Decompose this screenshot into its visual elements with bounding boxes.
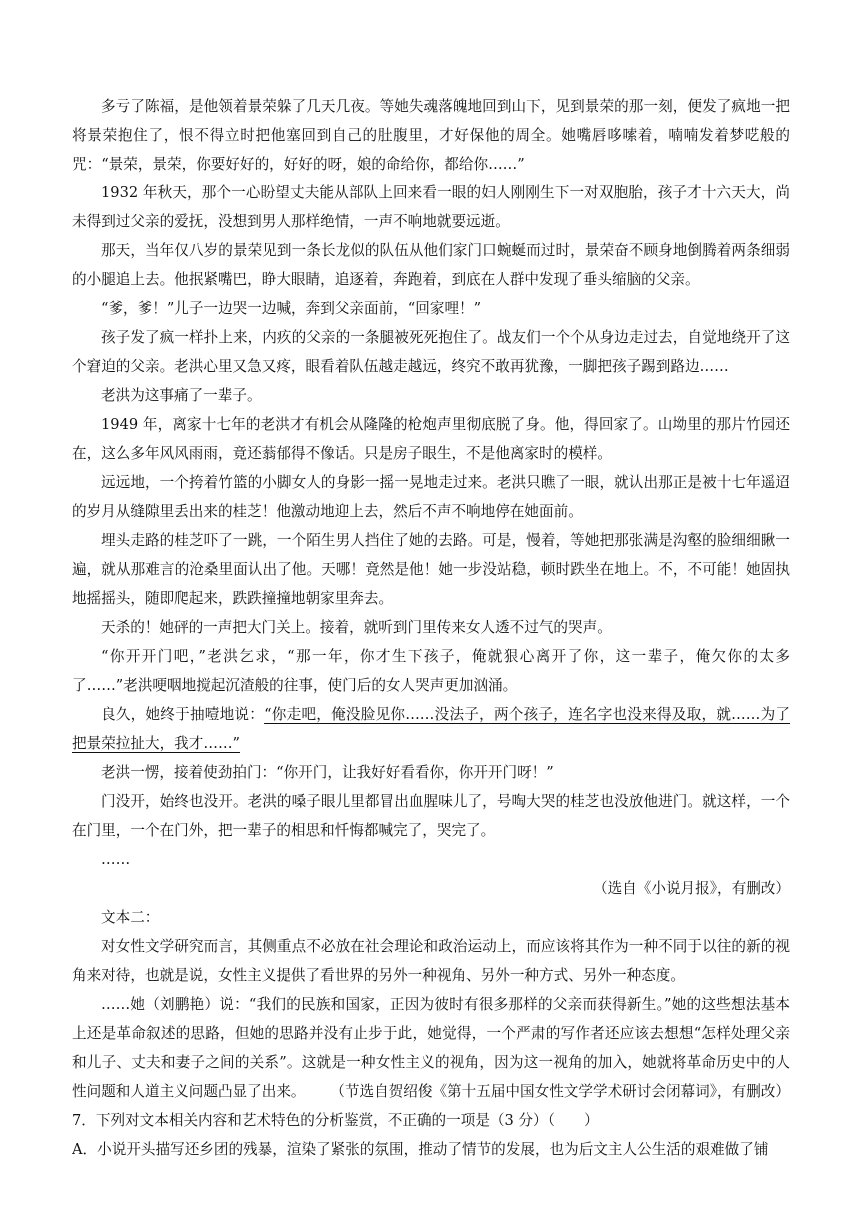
question-7: 7．下列对文本相关内容和艺术特色的分析鉴赏，不正确的一项是（3 分）（ ） bbox=[72, 1112, 599, 1129]
paragraph-1932-autumn: 1932 年秋天，那个一心盼望丈夫能从部队上回来看一眼的妇人刚刚生下一对双胞胎，孩子才十六天大，尚未得到过父亲的爱抚，没想到男人那样绝情，一声不响地就要远逝。 bbox=[72, 184, 790, 230]
ellipsis-line: …… bbox=[101, 851, 131, 868]
paragraph-that-day: 那天，当年仅八岁的景荣见到一条长龙似的队伍从他们家门口蜿蜒而过时，景荣奋不顾身地倒腾着两条细弱的小腿追上去。他抿紧嘴巴，睁大眼睛，追逐着，奔跑着，到底在人群中发现了垂头缩脑的父亲。 bbox=[72, 242, 790, 288]
paragraph-child-pounced: 孩子发了疯一样扑上来，内疚的父亲的一条腿被死死抱住了。战友们一个个从身边走过去，自觉地绕开了这个窘迫的父亲。老洪心里又急又疼，眼看着队伍越走越远，终究不敢再犹豫，一脚把孩子踢到路边…… bbox=[72, 329, 790, 375]
paragraph-door-never-opened: 门没开，始终也没开。老洪的嗓子眼儿里都冒出血腥味儿了，号啕大哭的桂芝也没放他进门。就这样，一个在门里，一个在门外，把一辈子的相思和忏悔都喊完了，哭完了。 bbox=[72, 793, 790, 839]
option-a: A．小说开头描写还乡团的残暴，渲染了紧张的氛围，推动了情节的发展，也为后文主人公生活的艰难做了铺 bbox=[72, 1141, 769, 1158]
source-citation-1: （选自《小说月报》，有删改） bbox=[592, 880, 790, 897]
text-two-heading: 文本二： bbox=[101, 909, 160, 926]
paragraph-after-long-while bbox=[72, 700, 790, 758]
paragraph-chen-fu: 多亏了陈福，是他领着景荣躲了几天几夜。等她失魂落魄地回到山下，见到景荣的那一刻，便发了疯地一把将景荣抱住了，恨不得立时把他塞回到自己的肚腹里，才好保他的周全。她嘴唇哆嗦着，喃喃发着梦呓般的咒：“景荣，景荣，你要好好的，好好的呀，娘的命给你，都给你……” bbox=[72, 98, 790, 173]
paragraph-far-away: 远远地，一个挎着竹篮的小脚女人的身影一摇一晃地走过来。老洪只瞧了一眼，就认出那正是被十七年遥迢的岁月从缝隙里丢出来的桂芝！他激动地迎上去，然后不声不响地停在她面前。 bbox=[72, 474, 790, 520]
paragraph-guizhi-startled: 埋头走路的桂芝吓了一跳，一个陌生男人挡住了她的去路。可是，慢着，等她把那张满是沟壑的脸细细瞅一遍，就从那难言的沧桑里面认出了他。天哪！竟然是他！她一步没站稳，顿时跌坐在地上。不，不可能！她固执地摇摇头，随即爬起来，跌跌撞撞地朝家里奔去。 bbox=[72, 532, 790, 607]
source-citation-2: （节选自贺绍俊《第十五届中国女性文学学术研讨会闭幕词》，有删改） bbox=[330, 1083, 790, 1100]
paragraph-lao-hong-pain: 老洪为这事痛了一辈子。 bbox=[101, 387, 262, 404]
paragraph-1949: 1949 年，离家十七年的老洪才有机会从隆隆的枪炮声里彻底脱了身。他，得回家了。山坳里的那片竹园还在，这么多年风风雨雨，竟还蓊郁得不像话。只是房子眼生，不是他离家时的模样。 bbox=[72, 416, 790, 462]
paragraph-prefix: 良久，她终于抽噎地说： bbox=[101, 706, 265, 723]
paragraph-knocking: 老洪一愣，接着使劲拍门：“你开门，让我好好看看你，你开开门呀！” bbox=[101, 764, 554, 781]
paragraph-open-door-plea: “你开开门吧，”老洪乞求，“那一年，你才生下孩子，俺就狠心离开了你，这一辈子，俺欠你的太多了……”老洪哽咽地搅起沉渣般的往事，使门后的女人哭声更加汹涌。 bbox=[72, 648, 790, 694]
underlined-quote: “你走吧，俺没脸见你……没法子，两个孩子，连名字也没来得及取，就……为了把景荣拉扯大，我才……” bbox=[72, 706, 790, 752]
paragraph-door-slammed: 天杀的！她砰的一声把大门关上。接着，就听到门里传来女人透不过气的哭声。 bbox=[101, 619, 612, 636]
paragraph-feminist-research: 对女性文学研究而言，其侧重点不必放在社会理论和政治运动上，而应该将其作为一种不同于以往的新的视角来对待，也就是说，女性主义提供了看世界的另外一种视角、另外一种方式、另外一种态度。 bbox=[72, 938, 790, 984]
paragraph-dad-dad: “爹，爹！”儿子一边哭一边喊，奔到父亲面前，“回家哩！” bbox=[101, 300, 482, 317]
paragraph-liu-pengyan: ……她（刘鹏艳）说：“我们的民族和国家，正因为彼时有很多那样的父亲而获得新生。”她的这些想法基本上还是革命叙述的思路，但她的思路并没有止步于此，她觉得，一个严肃的写作者还应该去想想“怎样处理父亲和儿子、丈夫和妻子之间的关系”。这就是一种女性主义的视角，因为这一视角的加入，她就将革命历史中的人性问题和人道主义问题凸显了出来。 bbox=[72, 996, 790, 1100]
